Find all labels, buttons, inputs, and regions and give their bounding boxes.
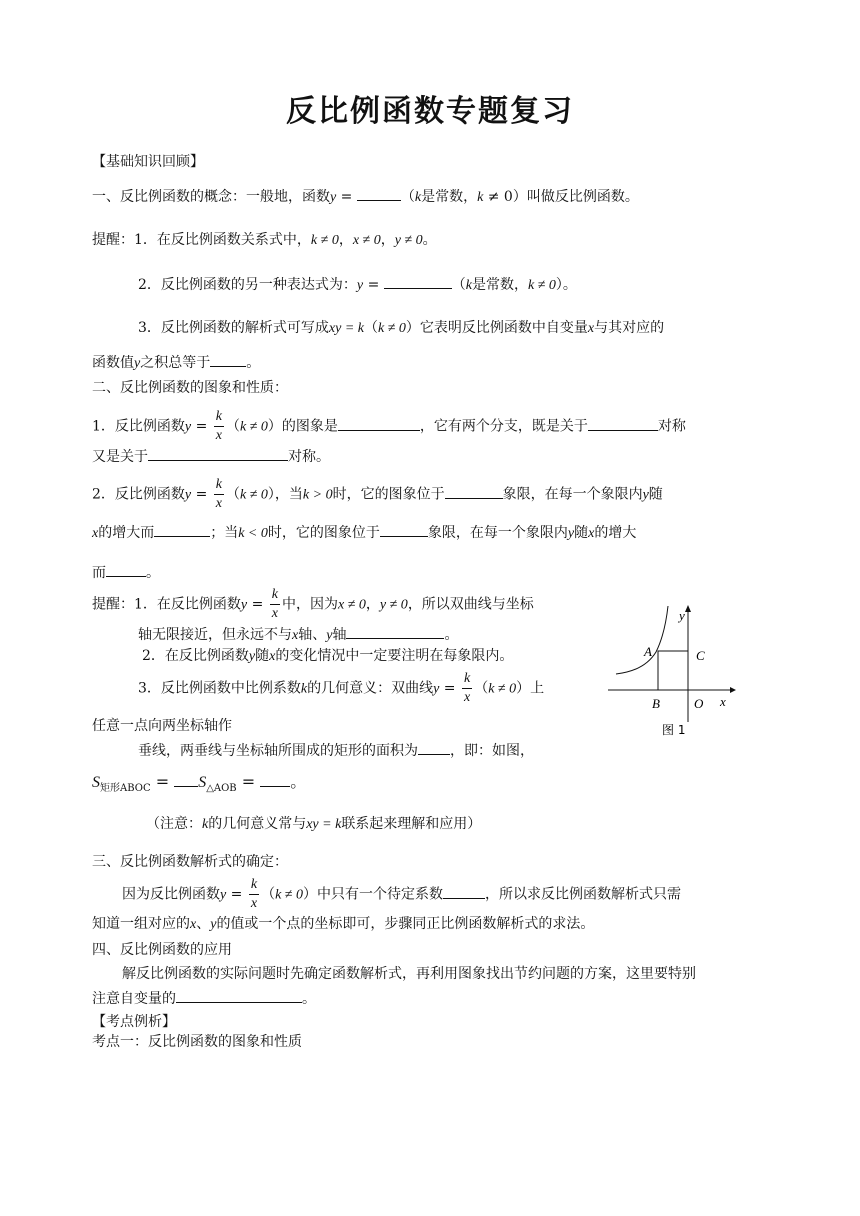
point-C-label: C: [696, 648, 705, 663]
section-basic-heading: 【基础知识回顾】: [92, 154, 204, 170]
answer-blank[interactable]: [346, 624, 444, 639]
reminder-2: 2．反比例函数的另一种表达式为：y = （k是常数，k ≠ 0）。: [138, 274, 577, 296]
application-line-cont: 注意自变量的 。: [92, 988, 316, 1009]
tip-3: 3．反比例函数中比例系数k的几何意义：双曲线y = $\frac{k}{x}$ （k ≠ 0）上: [138, 671, 545, 705]
concept-line: 一、反比例函数的概念：一般地，函数y = （k是常数，k ≠ 0）叫做反比例函数。: [92, 186, 639, 208]
origin-label: O: [694, 696, 704, 711]
point-B-label: B: [652, 696, 660, 711]
y-axis-label: y: [679, 608, 685, 623]
note-line: （注意：k的几何意义常与xy = k联系起来理解和应用）: [146, 816, 482, 832]
page-title: 反比例函数专题复习: [286, 94, 574, 129]
answer-blank[interactable]: [260, 772, 290, 787]
x-axis-label: x: [720, 694, 726, 709]
determine-line-cont: 知道一组对应的x、y的值或一个点的坐标即可，步骤同正比例函数解析式的求法。: [92, 916, 595, 932]
property-2-cont: x的增大而 ；当k < 0时，它的图象位于 象限，在每一个象限内y随x的增大: [92, 522, 636, 544]
application-line: 解反比例函数的实际问题时先确定函数解析式，再利用图象找出节约问题的方案，这里要特别: [122, 966, 696, 982]
answer-blank[interactable]: [148, 446, 288, 461]
answer-blank[interactable]: [176, 988, 302, 1003]
property-2: 2．反比例函数y = $\frac{k}{x}$ （k ≠ 0），当k > 0时，它的图象位于 象限，在每一个象限内y随: [92, 477, 663, 511]
answer-blank[interactable]: [357, 186, 401, 201]
answer-blank[interactable]: [338, 416, 420, 431]
section-4-heading: 四、反比例函数的应用: [92, 942, 232, 958]
section-2-heading: 二、反比例函数的图象和性质：: [92, 380, 288, 396]
reminder-1: 提醒：1．在反比例函数关系式中，k ≠ 0，x ≠ 0，y ≠ 0。: [92, 232, 437, 248]
answer-blank[interactable]: [443, 884, 485, 899]
answer-blank[interactable]: [380, 522, 428, 537]
answer-blank[interactable]: [384, 274, 452, 289]
section-3-heading: 三、反比例函数解析式的确定：: [92, 854, 288, 870]
answer-blank[interactable]: [106, 562, 146, 577]
answer-blank[interactable]: [210, 352, 246, 367]
determine-line: 因为反比例函数y = $\frac{k}{x}$ （k ≠ 0）中只有一个待定系数 ，所以求反比例函数解析式只需: [122, 877, 681, 911]
section-examples-heading: 【考点例析】: [92, 1014, 176, 1030]
x-axis-arrow-icon: [730, 687, 736, 693]
figure-caption: 图 1: [662, 723, 686, 737]
tip-3-cont: 任意一点向两坐标轴作: [92, 718, 232, 734]
answer-blank[interactable]: [418, 740, 450, 755]
figure-1: [604, 602, 744, 742]
property-2-end: 而 。: [92, 562, 160, 583]
area-formula: $S_{矩形ABOC} = S_{\triangle AOB}$ = 。: [92, 772, 307, 795]
y-axis-arrow-icon: [685, 605, 691, 612]
tip-1: 提醒：1．在反比例函数y = $\frac{k}{x}$ 中，因为x ≠ 0，y ≠ 0，所以双曲线与坐标: [92, 587, 534, 621]
topic-1-heading: 考点一：反比例函数的图象和性质: [92, 1034, 302, 1050]
hyperbola-curve: [616, 606, 668, 674]
answer-blank[interactable]: [588, 416, 658, 431]
point-A-label: A: [644, 644, 652, 659]
answer-blank[interactable]: [445, 484, 503, 499]
tip-3-cont2: 垂线，两垂线与坐标轴所围成的矩形的面积为 ，即：如图，: [138, 740, 534, 761]
tip-2: 2．在反比例函数y随x的变化情况中一定要注明在每象限内。: [142, 648, 514, 664]
property-1: 1．反比例函数y = $\frac{k}{x}$ （k ≠ 0）的图象是 ，它有两个分支，既是关于 对称: [92, 409, 686, 443]
answer-blank[interactable]: [154, 522, 210, 537]
answer-blank[interactable]: [174, 772, 198, 787]
tip-1-cont: 轴无限接近，但永远不与x轴、y轴 。: [138, 624, 458, 646]
reminder-3-cont: 函数值y之积总等于 。: [92, 352, 260, 374]
property-1-cont: 又是关于 对称。: [92, 446, 330, 467]
reminder-3: 3．反比例函数的解析式可写成xy = k（k ≠ 0）它表明反比例函数中自变量x与其对应的: [138, 320, 665, 336]
rectangle-ABOC: [658, 651, 688, 690]
